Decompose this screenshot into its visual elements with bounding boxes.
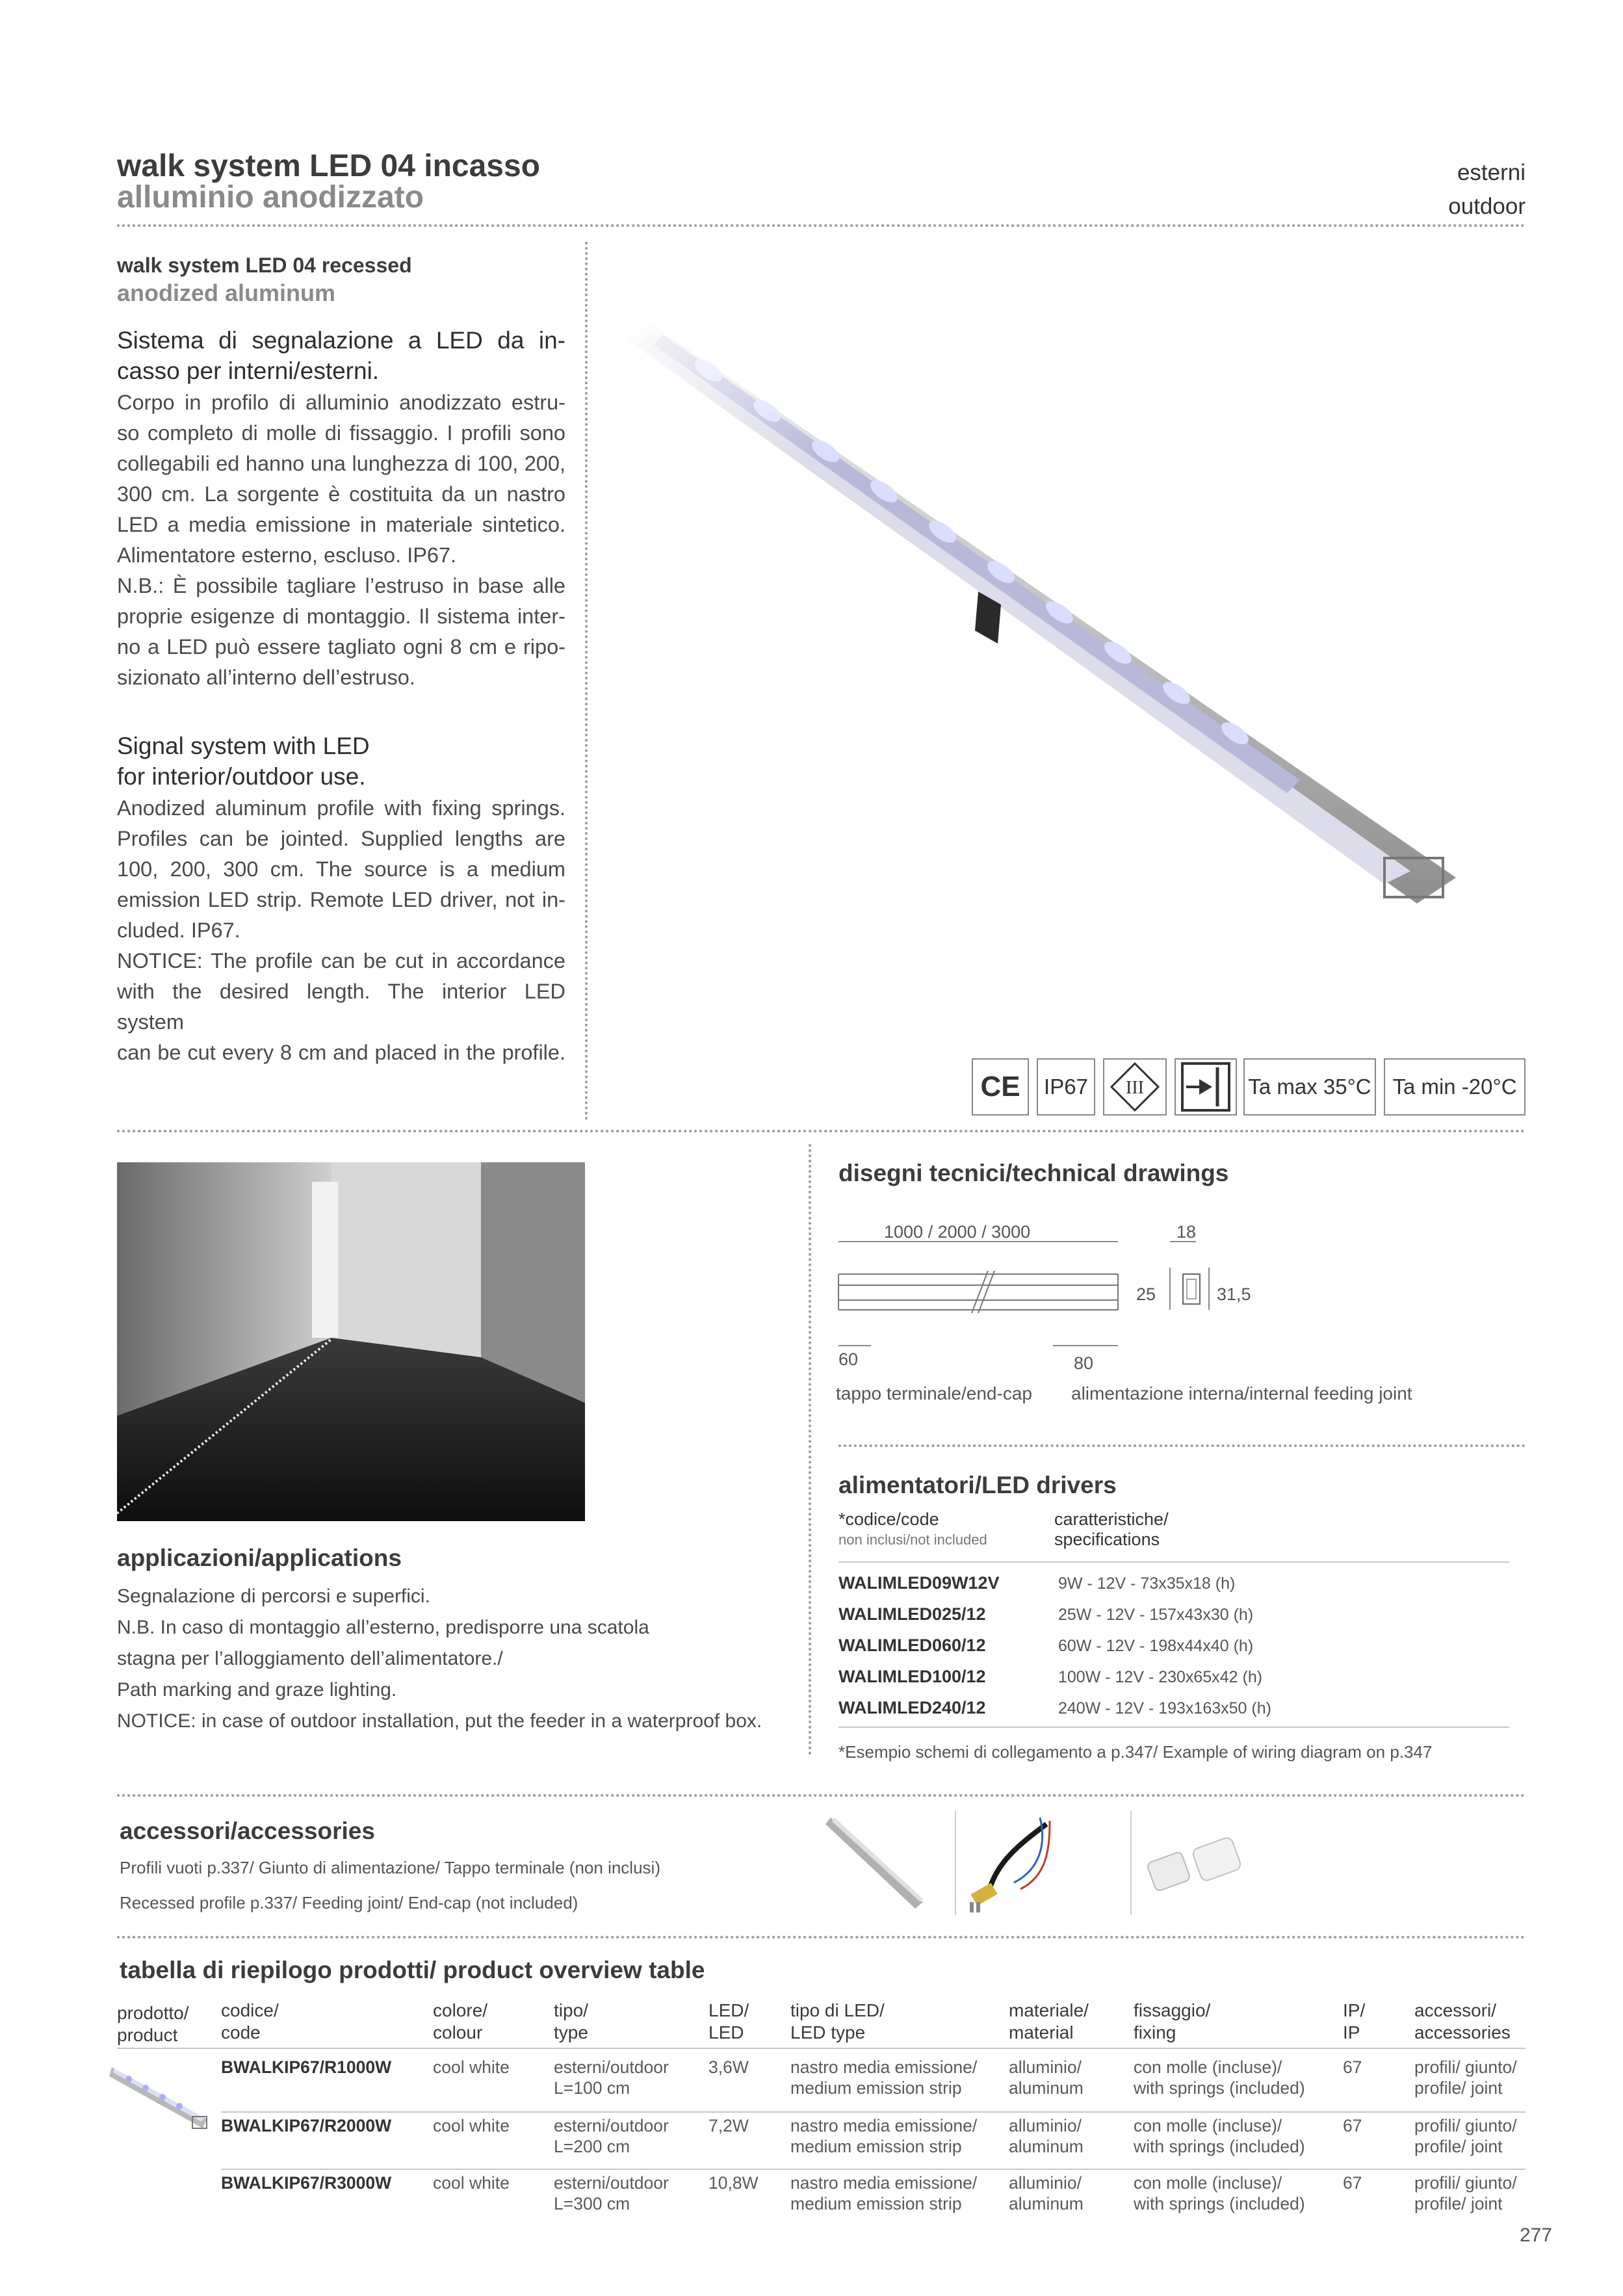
type-line: L=300 cm xyxy=(554,2194,630,2213)
table-row xyxy=(838,1693,1509,1724)
class-iii-icon xyxy=(1103,1058,1167,1115)
header-line: colore/ xyxy=(433,2000,488,2020)
technical-drawings-title: disegni tecnici/technical drawings xyxy=(838,1160,1229,1186)
intro-english xyxy=(117,731,565,1068)
drivers-col-code: *codice/code xyxy=(838,1509,939,1529)
header-line: type xyxy=(554,2022,588,2042)
type-line: esterni/outdoor xyxy=(554,2173,669,2193)
col-material xyxy=(1009,2000,1089,2044)
led-power: 7,2W xyxy=(708,2116,749,2135)
type xyxy=(554,2115,669,2157)
col-accessories xyxy=(1414,2000,1511,2044)
colour: cool white xyxy=(433,2057,510,2077)
header-line: materiale/ xyxy=(1009,2000,1089,2020)
applications-line: NOTICE: in case of outdoor installation, put the feeder in a waterproof box. xyxy=(117,1710,762,1732)
accessories-title: accessori/accessories xyxy=(120,1818,375,1844)
applications-line: N.B. In caso di montaggio all’esterno, predisporre una scatola xyxy=(117,1617,649,1638)
applications-line: stagna per l’alloggiamento dell’alimentatore./ xyxy=(117,1648,503,1669)
body-line: no a LED può essere tagliato ogni 8 cm e ripo- xyxy=(117,635,565,659)
endcap-label: tappo terminale/end-cap xyxy=(836,1383,1032,1403)
colour: cool white xyxy=(433,2116,510,2135)
body-line: can be cut every 8 cm and placed in the profile. xyxy=(117,1041,565,1064)
accessories-line-en: Recessed profile p.337/ Feeding joint/ End-cap (not included) xyxy=(120,1893,578,1912)
accessories xyxy=(1414,2057,1517,2098)
header-line: code xyxy=(221,2022,261,2042)
accessories-line-it: Profili vuoti p.337/ Giunto di alimentazione/ Tappo terminale (non inclusi) xyxy=(120,1858,660,1877)
fixing xyxy=(1134,2115,1305,2157)
led-type-line: nastro media emissione/ xyxy=(790,2173,978,2193)
header-line: accessori/ xyxy=(1414,2000,1497,2020)
accessories xyxy=(1414,2172,1517,2214)
material xyxy=(1009,2172,1084,2214)
drivers-title: alimentatori/LED drivers xyxy=(838,1472,1117,1498)
lead-line: Signal system with LED xyxy=(117,733,370,759)
body-line: with the desired length. The interior LED system xyxy=(117,980,565,1034)
fixing xyxy=(1134,2057,1305,2098)
table-row xyxy=(221,2113,1526,2169)
led-power: 10,8W xyxy=(708,2173,759,2193)
recessed-mount-icon xyxy=(1175,1058,1237,1115)
fixing-line: with springs (included) xyxy=(1134,2194,1305,2213)
body-line: NOTICE: The profile can be cut in accordance xyxy=(117,949,565,972)
accessories-line: profili/ giunto/ xyxy=(1414,2173,1517,2193)
product-image xyxy=(624,299,1469,910)
product-code: BWALKIP67/R3000W xyxy=(221,2173,392,2193)
table-rule xyxy=(838,1561,1509,1563)
header-line: product xyxy=(117,2025,178,2045)
lead-line: for interior/outdoor use. xyxy=(117,763,366,790)
class-label: III xyxy=(1126,1078,1144,1098)
dim-length: 1000 / 2000 / 3000 xyxy=(884,1222,1031,1242)
applications-line: Segnalazione di percorsi e superfici. xyxy=(117,1585,430,1607)
col-type xyxy=(554,2000,588,2044)
driver-spec: 9W - 12V - 73x35x18 (h) xyxy=(1058,1574,1236,1593)
feeding-joint-accessory xyxy=(970,1818,1050,1912)
led-type xyxy=(790,2057,977,2098)
intro-italian xyxy=(117,325,565,693)
ip-value: 67 xyxy=(1343,2116,1362,2135)
product-thumbnail xyxy=(109,2061,213,2132)
dim-height-a: 25 xyxy=(1136,1285,1156,1304)
divider xyxy=(117,1794,1526,1797)
header-line: fissaggio/ xyxy=(1134,2000,1211,2020)
driver-code: WALIMLED240/12 xyxy=(838,1698,986,1717)
led-type-line: nastro media emissione/ xyxy=(790,2116,978,2135)
col-ip xyxy=(1343,2000,1365,2044)
column-divider xyxy=(809,1144,811,1755)
fixing-line: with springs (included) xyxy=(1134,2137,1305,2156)
drivers-col-code-note: non inclusi/not included xyxy=(838,1532,987,1548)
product-code: BWALKIP67/R1000W xyxy=(221,2057,392,2077)
material-line: alluminio/ xyxy=(1009,2116,1082,2135)
type xyxy=(554,2057,669,2098)
led-type-line: nastro media emissione/ xyxy=(790,2057,978,2077)
accessories-line: profile/ joint xyxy=(1414,2137,1503,2156)
body-line: emission LED strip. Remote LED driver, not in- xyxy=(117,888,565,911)
header-line: accessories xyxy=(1414,2022,1511,2042)
drivers-col-spec-line: specifications xyxy=(1054,1530,1160,1549)
divider xyxy=(117,224,1526,227)
material-line: aluminum xyxy=(1009,2194,1084,2213)
body-line: Profiles can be jointed. Supplied lengths are xyxy=(117,827,565,850)
table-row xyxy=(838,1630,1509,1662)
header-line: IP xyxy=(1343,2022,1360,2042)
overview-table xyxy=(221,2054,1526,2226)
driver-spec: 100W - 12V - 230x65x42 (h) xyxy=(1058,1668,1263,1686)
fixing xyxy=(1134,2172,1305,2214)
technical-drawing xyxy=(832,1222,1521,1365)
column-divider xyxy=(585,242,588,1121)
driver-code: WALIMLED09W12V xyxy=(838,1573,1000,1593)
material-line: alluminio/ xyxy=(1009,2173,1082,2193)
page-number: 277 xyxy=(1520,2224,1553,2246)
driver-code: WALIMLED025/12 xyxy=(838,1604,986,1624)
body-line: so completo di molle di fissaggio. I profili sono xyxy=(117,421,565,445)
material-line: alluminio/ xyxy=(1009,2057,1082,2077)
ip-value: 67 xyxy=(1343,2173,1362,2193)
table-row xyxy=(838,1568,1509,1599)
ip-value: 67 xyxy=(1343,2057,1362,2077)
header-line: LED/ xyxy=(708,2000,749,2020)
drivers-col-spec xyxy=(1054,1509,1169,1550)
table-rule xyxy=(117,2048,1526,2049)
material xyxy=(1009,2057,1084,2098)
lead-line: Sistema di segnalazione a LED da in- xyxy=(117,327,565,354)
led-type-line: medium emission strip xyxy=(790,2137,962,2156)
type xyxy=(554,2172,669,2214)
table-rule xyxy=(838,1727,1509,1728)
english-subtitle: anodized aluminum xyxy=(117,280,336,306)
body-line: 300 cm. La sorgente è costituita da un nastro xyxy=(117,482,565,506)
header-line: colour xyxy=(433,2022,483,2042)
body-line: Alimentatore esterno, escluso. IP67. xyxy=(117,543,457,567)
table-row xyxy=(221,2054,1526,2111)
applications-text xyxy=(117,1581,762,1737)
drivers-table xyxy=(838,1568,1509,1724)
accessories-line: profile/ joint xyxy=(1414,2194,1503,2213)
accessories-line: profili/ giunto/ xyxy=(1414,2116,1517,2135)
page-title: walk system LED 04 incasso xyxy=(117,149,540,183)
fixing-line: con molle (incluse)/ xyxy=(1134,2116,1282,2135)
table-row xyxy=(838,1662,1509,1693)
body-line: collegabili ed hanno una lunghezza di 100, 200, xyxy=(117,452,565,475)
body-line: proprie esigenze di montaggio. Il sistema inter- xyxy=(117,605,565,628)
type-line: esterni/outdoor xyxy=(554,2116,669,2135)
drivers-col-spec-line: caratteristiche/ xyxy=(1054,1509,1169,1529)
accessories-line: profili/ giunto/ xyxy=(1414,2057,1517,2077)
header-line: LED xyxy=(708,2022,744,2042)
material-line: aluminum xyxy=(1009,2137,1084,2156)
header-line: IP/ xyxy=(1343,2000,1366,2020)
fixing-line: con molle (incluse)/ xyxy=(1134,2057,1282,2077)
body-line: Anodized aluminum profile with fixing springs. xyxy=(117,796,565,820)
driver-code: WALIMLED060/12 xyxy=(838,1636,986,1655)
body-line: N.B.: È possibile tagliare l’estruso in base alle xyxy=(117,574,565,597)
end-cap-accessory xyxy=(1147,1836,1242,1892)
led-type xyxy=(790,2115,977,2157)
product-code: BWALKIP67/R2000W xyxy=(221,2116,392,2135)
divider xyxy=(117,1936,1526,1938)
body-line: LED a media emissione in materiale sintetico. xyxy=(117,513,565,536)
col-led xyxy=(708,2000,749,2044)
applications-title: applicazioni/applications xyxy=(117,1545,402,1571)
led-type xyxy=(790,2172,977,2214)
colour: cool white xyxy=(433,2173,510,2193)
english-title: walk system LED 04 recessed xyxy=(117,254,412,277)
accessories-line: profile/ joint xyxy=(1414,2078,1503,2098)
header-line: material xyxy=(1009,2022,1074,2042)
led-power: 3,6W xyxy=(708,2057,749,2077)
accessories-images xyxy=(825,1805,1254,1922)
body-line: 100, 200, 300 cm. The source is a medium xyxy=(117,857,565,881)
category-en: outdoor xyxy=(1448,194,1526,219)
col-code xyxy=(221,2000,279,2044)
recessed-profile-accessory xyxy=(825,1818,923,1909)
col-colour xyxy=(433,2000,487,2044)
accessories xyxy=(1414,2115,1517,2157)
body-line: cluded. IP67. xyxy=(117,919,240,942)
col-product xyxy=(117,2002,189,2046)
fixing-line: con molle (incluse)/ xyxy=(1134,2173,1282,2193)
body-line: Corpo in profilo di alluminio anodizzato estru- xyxy=(117,391,565,414)
header-line: fixing xyxy=(1134,2022,1176,2042)
category-label xyxy=(1448,156,1526,224)
header-line: tipo/ xyxy=(554,2000,588,2020)
dim-height-b: 31,5 xyxy=(1217,1285,1251,1304)
header-line: codice/ xyxy=(221,2000,279,2020)
header-line: prodotto/ xyxy=(117,2003,189,2023)
table-row xyxy=(221,2170,1526,2226)
fixing-line: with springs (included) xyxy=(1134,2078,1305,2098)
drivers-note: *Esempio schemi di collegamento a p.347/ Example of wiring diagram on p.347 xyxy=(838,1742,1433,1762)
ip-rating-badge: IP67 xyxy=(1037,1058,1095,1115)
page-subtitle: alluminio anodizzato xyxy=(117,180,424,215)
driver-spec: 60W - 12V - 198x44x40 (h) xyxy=(1058,1637,1254,1655)
material xyxy=(1009,2115,1084,2157)
applications-line: Path marking and graze lighting. xyxy=(117,1679,397,1701)
led-type-line: medium emission strip xyxy=(790,2194,962,2213)
type-line: esterni/outdoor xyxy=(554,2057,669,2077)
divider xyxy=(838,1444,1526,1447)
col-led-type xyxy=(790,2000,885,2044)
category-it: esterni xyxy=(1457,160,1526,185)
body-line: sizionato all’interno dell’estruso. xyxy=(117,666,415,689)
table-row xyxy=(838,1599,1509,1630)
header-line: tipo di LED/ xyxy=(790,2000,885,2020)
led-type-line: medium emission strip xyxy=(790,2078,962,2098)
dim-endcap: 60 xyxy=(838,1350,859,1369)
ta-min-badge: Ta min -20°C xyxy=(1384,1058,1526,1115)
driver-spec: 240W - 12V - 193x163x50 (h) xyxy=(1058,1699,1271,1717)
joint-label: alimentazione interna/internal feeding joint xyxy=(1071,1383,1412,1403)
application-photo xyxy=(117,1162,585,1521)
driver-spec: 25W - 12V - 157x43x30 (h) xyxy=(1058,1606,1254,1624)
ce-mark-icon: CE xyxy=(972,1058,1029,1115)
lead-line: casso per interni/esterni. xyxy=(117,358,380,384)
dim-joint: 80 xyxy=(1074,1353,1094,1373)
material-line: aluminum xyxy=(1009,2078,1084,2098)
overview-title: tabella di riepilogo prodotti/ product overview table xyxy=(120,1957,705,1983)
type-line: L=100 cm xyxy=(554,2078,630,2098)
ta-max-badge: Ta max 35°C xyxy=(1243,1058,1376,1115)
type-line: L=200 cm xyxy=(554,2137,630,2156)
header-line: LED type xyxy=(790,2022,866,2042)
col-fixing xyxy=(1134,2000,1210,2044)
divider xyxy=(117,1130,1526,1132)
dim-width: 18 xyxy=(1176,1222,1197,1242)
driver-code: WALIMLED100/12 xyxy=(838,1667,986,1686)
